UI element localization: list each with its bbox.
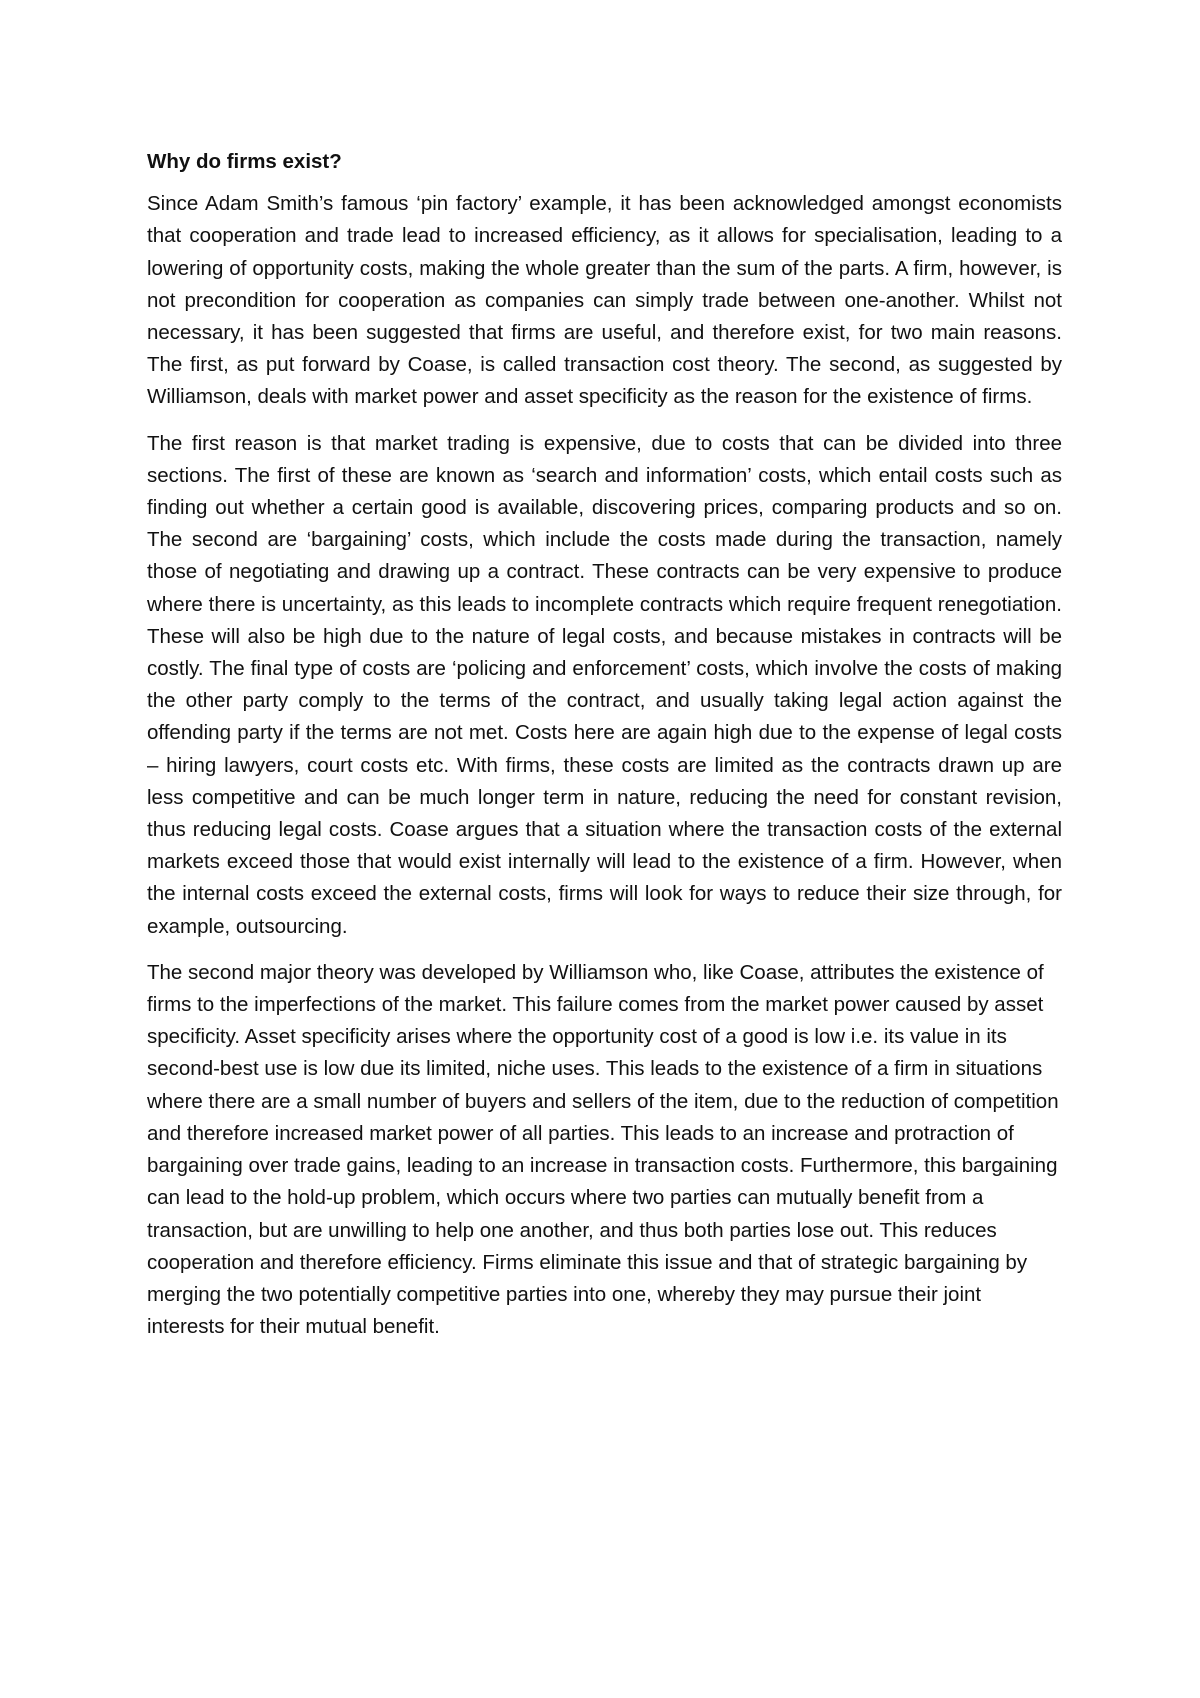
paragraph-transaction-costs: The first reason is that market trading is expensive, due to costs that can be divided into three sections. The first of these are known as ‘search and information’ costs, which entail costs such as finding out whether a certain good is available, discovering prices, comparing products and so on. The second are ‘bargaining’ costs, which include the costs made during the transaction, namely those of negotiating and drawing up a contract. These contracts can be very expensive to produce where there is uncertainty, as this leads to incomplete contracts which require frequent renegotiation. These will also be high due to the nature of legal costs, and because mistakes in contracts will be costly. The final type of costs are ‘policing and enforcement’ costs, which involve the costs of making the other party comply to the terms of the contract, and usually taking legal action against the offending party if the terms are not met. Costs here are again high due to the expense of legal costs – hiring lawyers, court costs etc. With firms, these costs are limited as the contracts drawn up are less competitive and can be much longer term in nature, reducing the need for constant revision, thus reducing legal costs. Coase argues that a situation where the transaction costs of the external markets exceed those that would exist internally will lead to the existence of a firm. However, when the internal costs exceed the external costs, firms will look for ways to reduce their size through, for example, outsourcing. — [147, 431, 1062, 938]
document-body — [147, 146, 1062, 1357]
document-title: Why do firms exist? — [147, 150, 342, 173]
paragraph-intro: Since Adam Smith’s famous ‘pin factory’ example, it has been acknowledged amongst economists that cooperation and trade lead to increased efficiency, as it allows for specialisation, leading to a lowering of opportunity costs, making the whole greater than the sum of the parts. A firm, however, is not precondition for cooperation as companies can simply trade between one-another. Whilst not necessary, it has been suggested that firms are useful, and therefore exist, for two main reasons. The first, as put forward by Coase, is called transaction cost theory. The second, as suggested by Williamson, deals with market power and asset specificity as the reason for the existence of firms. — [147, 192, 1062, 409]
paragraph-asset-specificity: The second major theory was developed by Williamson who, like Coase, attributes the existence of firms to the imperfections of the market. This failure comes from the market power caused by asset specificity. Asset specificity arises where the opportunity cost of a good is low i.e. its value in its second-best use is low due its limited, niche uses. This leads to the existence of a firm in situations where there are a small number of buyers and sellers of the item, due to the reduction of competition and therefore increased market power of all parties. This leads to an increase and protraction of bargaining over trade gains, leading to an increase in transaction costs. Furthermore, this bargaining can lead to the hold-up problem, which occurs where two parties can mutually benefit from a transaction, but are unwilling to help one another, and thus both parties lose out. This reduces cooperation and therefore efficiency. Firms eliminate this issue and that of strategic bargaining by merging the two potentially competitive parties into one, whereby they may pursue their joint interests for their mutual benefit. — [147, 960, 1059, 1339]
